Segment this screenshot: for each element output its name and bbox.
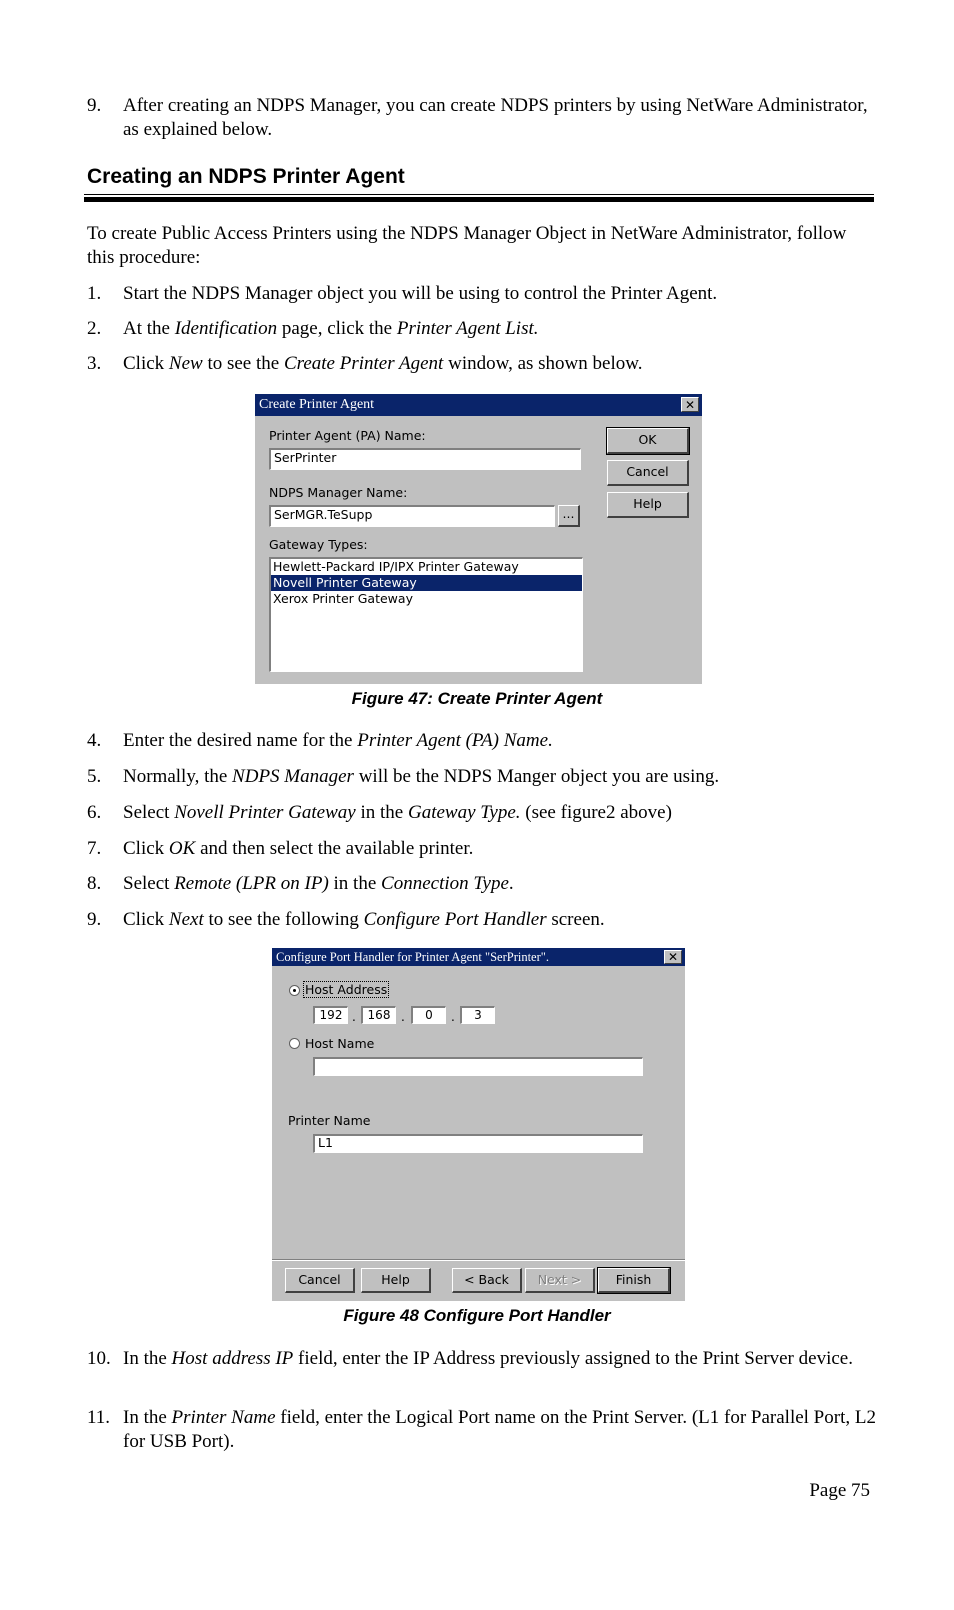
step-number: 2. [87, 318, 102, 339]
heading-rule-thin [84, 194, 874, 195]
host-name-radio[interactable] [289, 1038, 300, 1049]
pa-name-label: Printer Agent (PA) Name: [269, 428, 426, 443]
cancel-button[interactable]: Cancel [607, 460, 689, 486]
step-number: 1. [87, 283, 102, 304]
step-number: 7. [87, 838, 102, 859]
figure-caption: Figure 48 Configure Port Handler [343, 1306, 611, 1325]
browse-button[interactable]: ... [558, 505, 580, 527]
help-button[interactable]: Help [361, 1268, 431, 1293]
printer-name-field[interactable]: L1 [313, 1134, 643, 1153]
help-button[interactable]: Help [607, 492, 689, 518]
step-text: Click Next to see the following Configure Port Handler screen. [123, 909, 605, 930]
step-number: 10. [87, 1348, 111, 1369]
page-number: Page 75 [809, 1480, 870, 1501]
step-text: Click New to see the Create Printer Agent window, as shown below. [123, 353, 643, 374]
step-number: 9. [87, 909, 102, 930]
close-icon[interactable]: ✕ [664, 950, 682, 964]
step-text: Select Remote (LPR on IP) in the Connection Type. [123, 873, 514, 894]
dialog-title: Configure Port Handler for Printer Agent "SerPrinter". [276, 950, 549, 964]
create-printer-agent-dialog [255, 394, 702, 684]
dialog-title: Create Printer Agent [259, 397, 375, 412]
step-text: Start the NDPS Manager object you will be using to control the Printer Agent. [123, 283, 718, 304]
step-number: 8. [87, 873, 102, 894]
dialog-titlebar [255, 394, 702, 416]
step-text: In the Printer Name field, enter the Logical Port name on the Print Server. (L1 for Parallel Port, L2 for USB Port). [123, 1407, 876, 1452]
step-text: In the Host address IP field, enter the IP Address previously assigned to the Print Server device. [123, 1348, 853, 1369]
step-text: After creating an NDPS Manager, you can create NDPS printers by using NetWare Administrator, as explained below. [123, 95, 868, 140]
host-address-radio[interactable] [289, 985, 300, 996]
step-number: 3. [87, 353, 102, 374]
ip-dot: . [401, 1010, 405, 1024]
step-text: Select Novell Printer Gateway in the Gateway Type. (see figure2 above) [123, 802, 672, 823]
step-number: 9. [87, 95, 102, 116]
step-text: Enter the desired name for the Printer Agent (PA) Name. [123, 730, 553, 751]
host-name-field[interactable] [313, 1057, 643, 1076]
host-address-label[interactable]: Host Address [305, 982, 388, 997]
step-number: 11. [87, 1407, 111, 1428]
figure-caption: Figure 47: Create Printer Agent [351, 689, 603, 708]
finish-button[interactable]: Finish [598, 1268, 670, 1293]
cancel-button[interactable]: Cancel [285, 1268, 355, 1293]
host-name-label: Host Name [305, 1036, 375, 1051]
step-number: 4. [87, 730, 102, 751]
step-number: 5. [87, 766, 102, 787]
ip-octet-3[interactable]: 0 [411, 1006, 446, 1024]
ip-octet-4[interactable]: 3 [460, 1006, 495, 1024]
next-button: Next > [525, 1268, 595, 1293]
step-text: Normally, the NDPS Manager will be the NDPS Manger object you are using. [123, 766, 720, 787]
gateway-types-label: Gateway Types: [269, 537, 368, 552]
manager-name-field[interactable]: SerMGR.TeSupp [269, 505, 555, 527]
list-item-selected[interactable]: Novell Printer Gateway [271, 575, 582, 591]
printer-name-label: Printer Name [288, 1113, 371, 1128]
gateway-types-list[interactable] [269, 557, 583, 672]
heading-rule-thick [84, 197, 874, 202]
manager-name-label: NDPS Manager Name: [269, 485, 408, 500]
ip-dot: . [352, 1010, 356, 1024]
ok-button[interactable]: OK [607, 428, 689, 454]
close-icon[interactable]: ✕ [681, 397, 699, 412]
list-item[interactable]: Hewlett-Packard IP/IPX Printer Gateway [273, 559, 519, 574]
ip-dot: . [451, 1010, 455, 1024]
step-text: At the Identification page, click the Printer Agent List. [123, 318, 539, 339]
dialog-titlebar [272, 948, 685, 966]
intro-paragraph: To create Public Access Printers using the NDPS Manager Object in NetWare Administrator, follow this procedure: [87, 223, 847, 268]
list-item[interactable]: Xerox Printer Gateway [273, 591, 413, 606]
back-button[interactable]: < Back [452, 1268, 522, 1293]
configure-port-handler-dialog [272, 948, 685, 1301]
ip-octet-1[interactable]: 192 [313, 1006, 348, 1024]
section-heading: Creating an NDPS Printer Agent [87, 165, 405, 188]
ip-octet-2[interactable]: 168 [361, 1006, 396, 1024]
step-text: Click OK and then select the available printer. [123, 838, 474, 859]
step-number: 6. [87, 802, 102, 823]
pa-name-field[interactable]: SerPrinter [269, 448, 581, 470]
separator [272, 1259, 685, 1261]
